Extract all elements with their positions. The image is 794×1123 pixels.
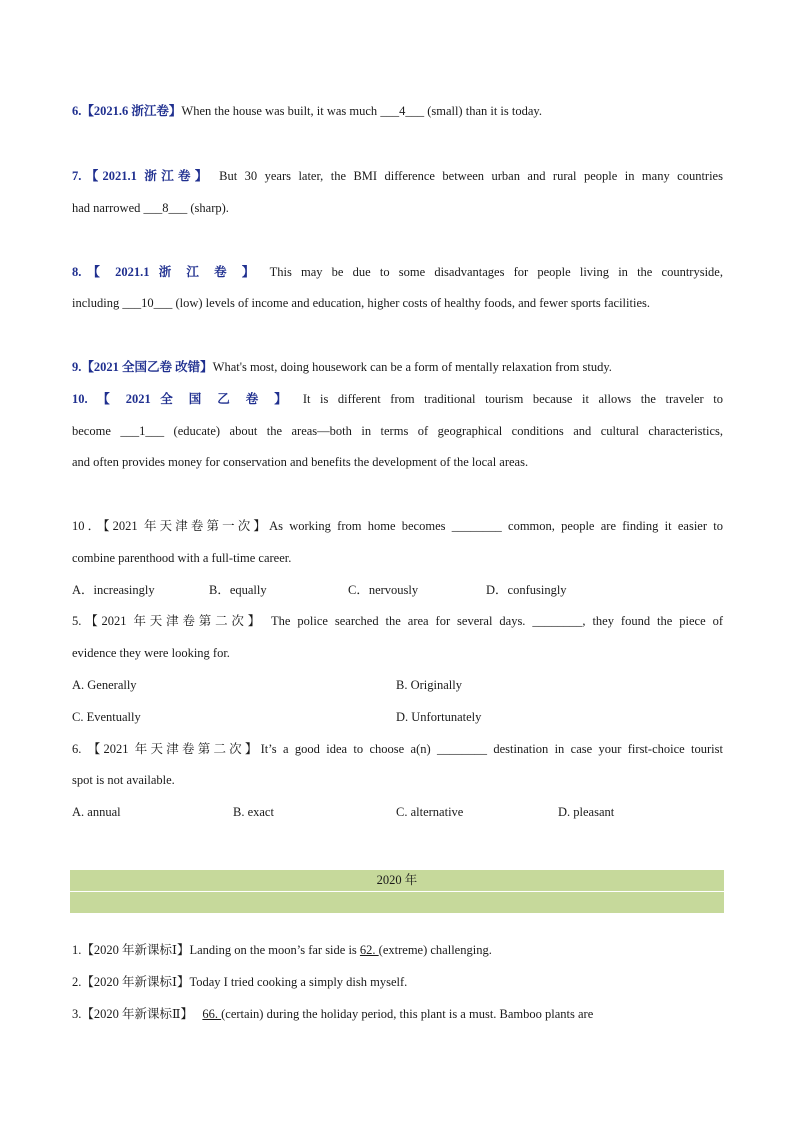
- question-6b-line-1: 6. 【2021 年天津卷第二次】It’s a good idea to choose a(n) ________ destination in case your first-choice tourist: [72, 742, 723, 756]
- question-10b-line-2: combine parenthood with a full-time career.: [72, 551, 292, 565]
- question-tag: 1.【2020 年新课标Ⅰ】: [72, 943, 190, 957]
- question-tag: 5.【2021 年天津卷第二次】: [72, 614, 265, 628]
- question-tag: 10．【2021 年天津卷第一次】: [72, 519, 270, 533]
- question-7-line-1: 7.【2021.1 浙江卷】 But 30 years later, the BMI difference between urban and rural people in many countries: [72, 169, 723, 183]
- option-d: D．confusingly: [486, 583, 567, 597]
- question-9: 9.【2021 全国乙卷 改错】What's most, doing housework can be a form of mentally relaxation from study.: [72, 360, 612, 374]
- question-10a-line-1: 10. 【 2021 全 国 乙 卷 】 It is different from traditional tourism because it allows the traveler to: [72, 392, 723, 406]
- question-tag: 3.【2020 年新课标Ⅱ】: [72, 1007, 193, 1021]
- question-8-line-2: including ___10___ (low) levels of income and education, higher costs of healthy foods, and fewer sports facilities.: [72, 296, 650, 310]
- question-tag: 6. 【2021 年天津卷第二次】: [72, 742, 261, 756]
- question-5-line-1: 5.【2021 年天津卷第二次】 The police searched the area for several days. ________, they found the piece of: [72, 614, 723, 628]
- option-b: B. exact: [233, 805, 274, 819]
- question-2020-2: 2.【2020 年新课标Ⅰ】Today I tried cooking a simply dish myself.: [72, 975, 408, 989]
- question-6: 6.【2021.6 浙江卷】When the house was built, it was much ___4___ (small) than it is today.: [72, 104, 542, 118]
- option-b: B. Originally: [396, 678, 462, 692]
- question-tag: 8.【 2021.1 浙 江 卷 】: [72, 265, 261, 279]
- question-tag: 6.【2021.6 浙江卷】: [72, 104, 182, 118]
- question-10b-line-1: 10．【2021 年天津卷第一次】As working from home becomes ________ common, people are finding it easier to: [72, 519, 723, 533]
- answer-blank: ___4___: [380, 104, 425, 118]
- question-tag: 2.【2020 年新课标Ⅰ】: [72, 975, 190, 989]
- option-c: C．nervously: [348, 583, 419, 597]
- answer-blank: ___1___: [120, 424, 165, 438]
- question-tag: 9.【2021 全国乙卷 改错】: [72, 360, 213, 374]
- option-a: A. Generally: [72, 678, 137, 692]
- question-tag: 10. 【 2021 全 国 乙 卷 】: [72, 392, 294, 406]
- question-5-line-2: evidence they were looking for.: [72, 646, 230, 660]
- option-b: B．equally: [209, 583, 267, 597]
- answer-blank: 62.: [359, 943, 379, 957]
- answer-blank: ___10___: [122, 296, 173, 310]
- question-6b-line-2: spot is not available.: [72, 773, 175, 787]
- section-title: 2020 年: [376, 873, 418, 887]
- question-10a-line-3: and often provides money for conservation and benefits the development of the local areas.: [72, 455, 529, 469]
- question-2020-1: 1.【2020 年新课标Ⅰ】Landing on the moon’s far side is 62. (extreme) challenging.: [72, 943, 492, 957]
- option-c: C. Eventually: [72, 710, 141, 724]
- answer-blank: ___8___: [143, 201, 188, 215]
- option-a: A．increasingly: [72, 583, 155, 597]
- option-d: D. pleasant: [558, 805, 615, 819]
- question-2020-3: 3.【2020 年新课标Ⅱ】 66. (certain) during the holiday period, this plant is a must. Bamboo plants are: [72, 1007, 594, 1021]
- option-d: D. Unfortunately: [396, 710, 482, 724]
- question-tag: 7.【2021.1 浙江卷】: [72, 169, 212, 183]
- question-8-line-1: 8.【 2021.1 浙 江 卷 】 This may be due to some disadvantages for people living in the countryside,: [72, 265, 723, 279]
- question-7-line-2: had narrowed ___8___ (sharp).: [72, 201, 229, 215]
- option-a: A. annual: [72, 805, 121, 819]
- question-10a-line-2: become ___1___ (educate) about the areas—both in terms of geographical conditions and cultural characteristics,: [72, 424, 723, 438]
- banner-divider: [70, 891, 724, 892]
- option-c: C. alternative: [396, 805, 464, 819]
- section-banner: [70, 870, 724, 913]
- answer-blank: 66.: [202, 1007, 222, 1021]
